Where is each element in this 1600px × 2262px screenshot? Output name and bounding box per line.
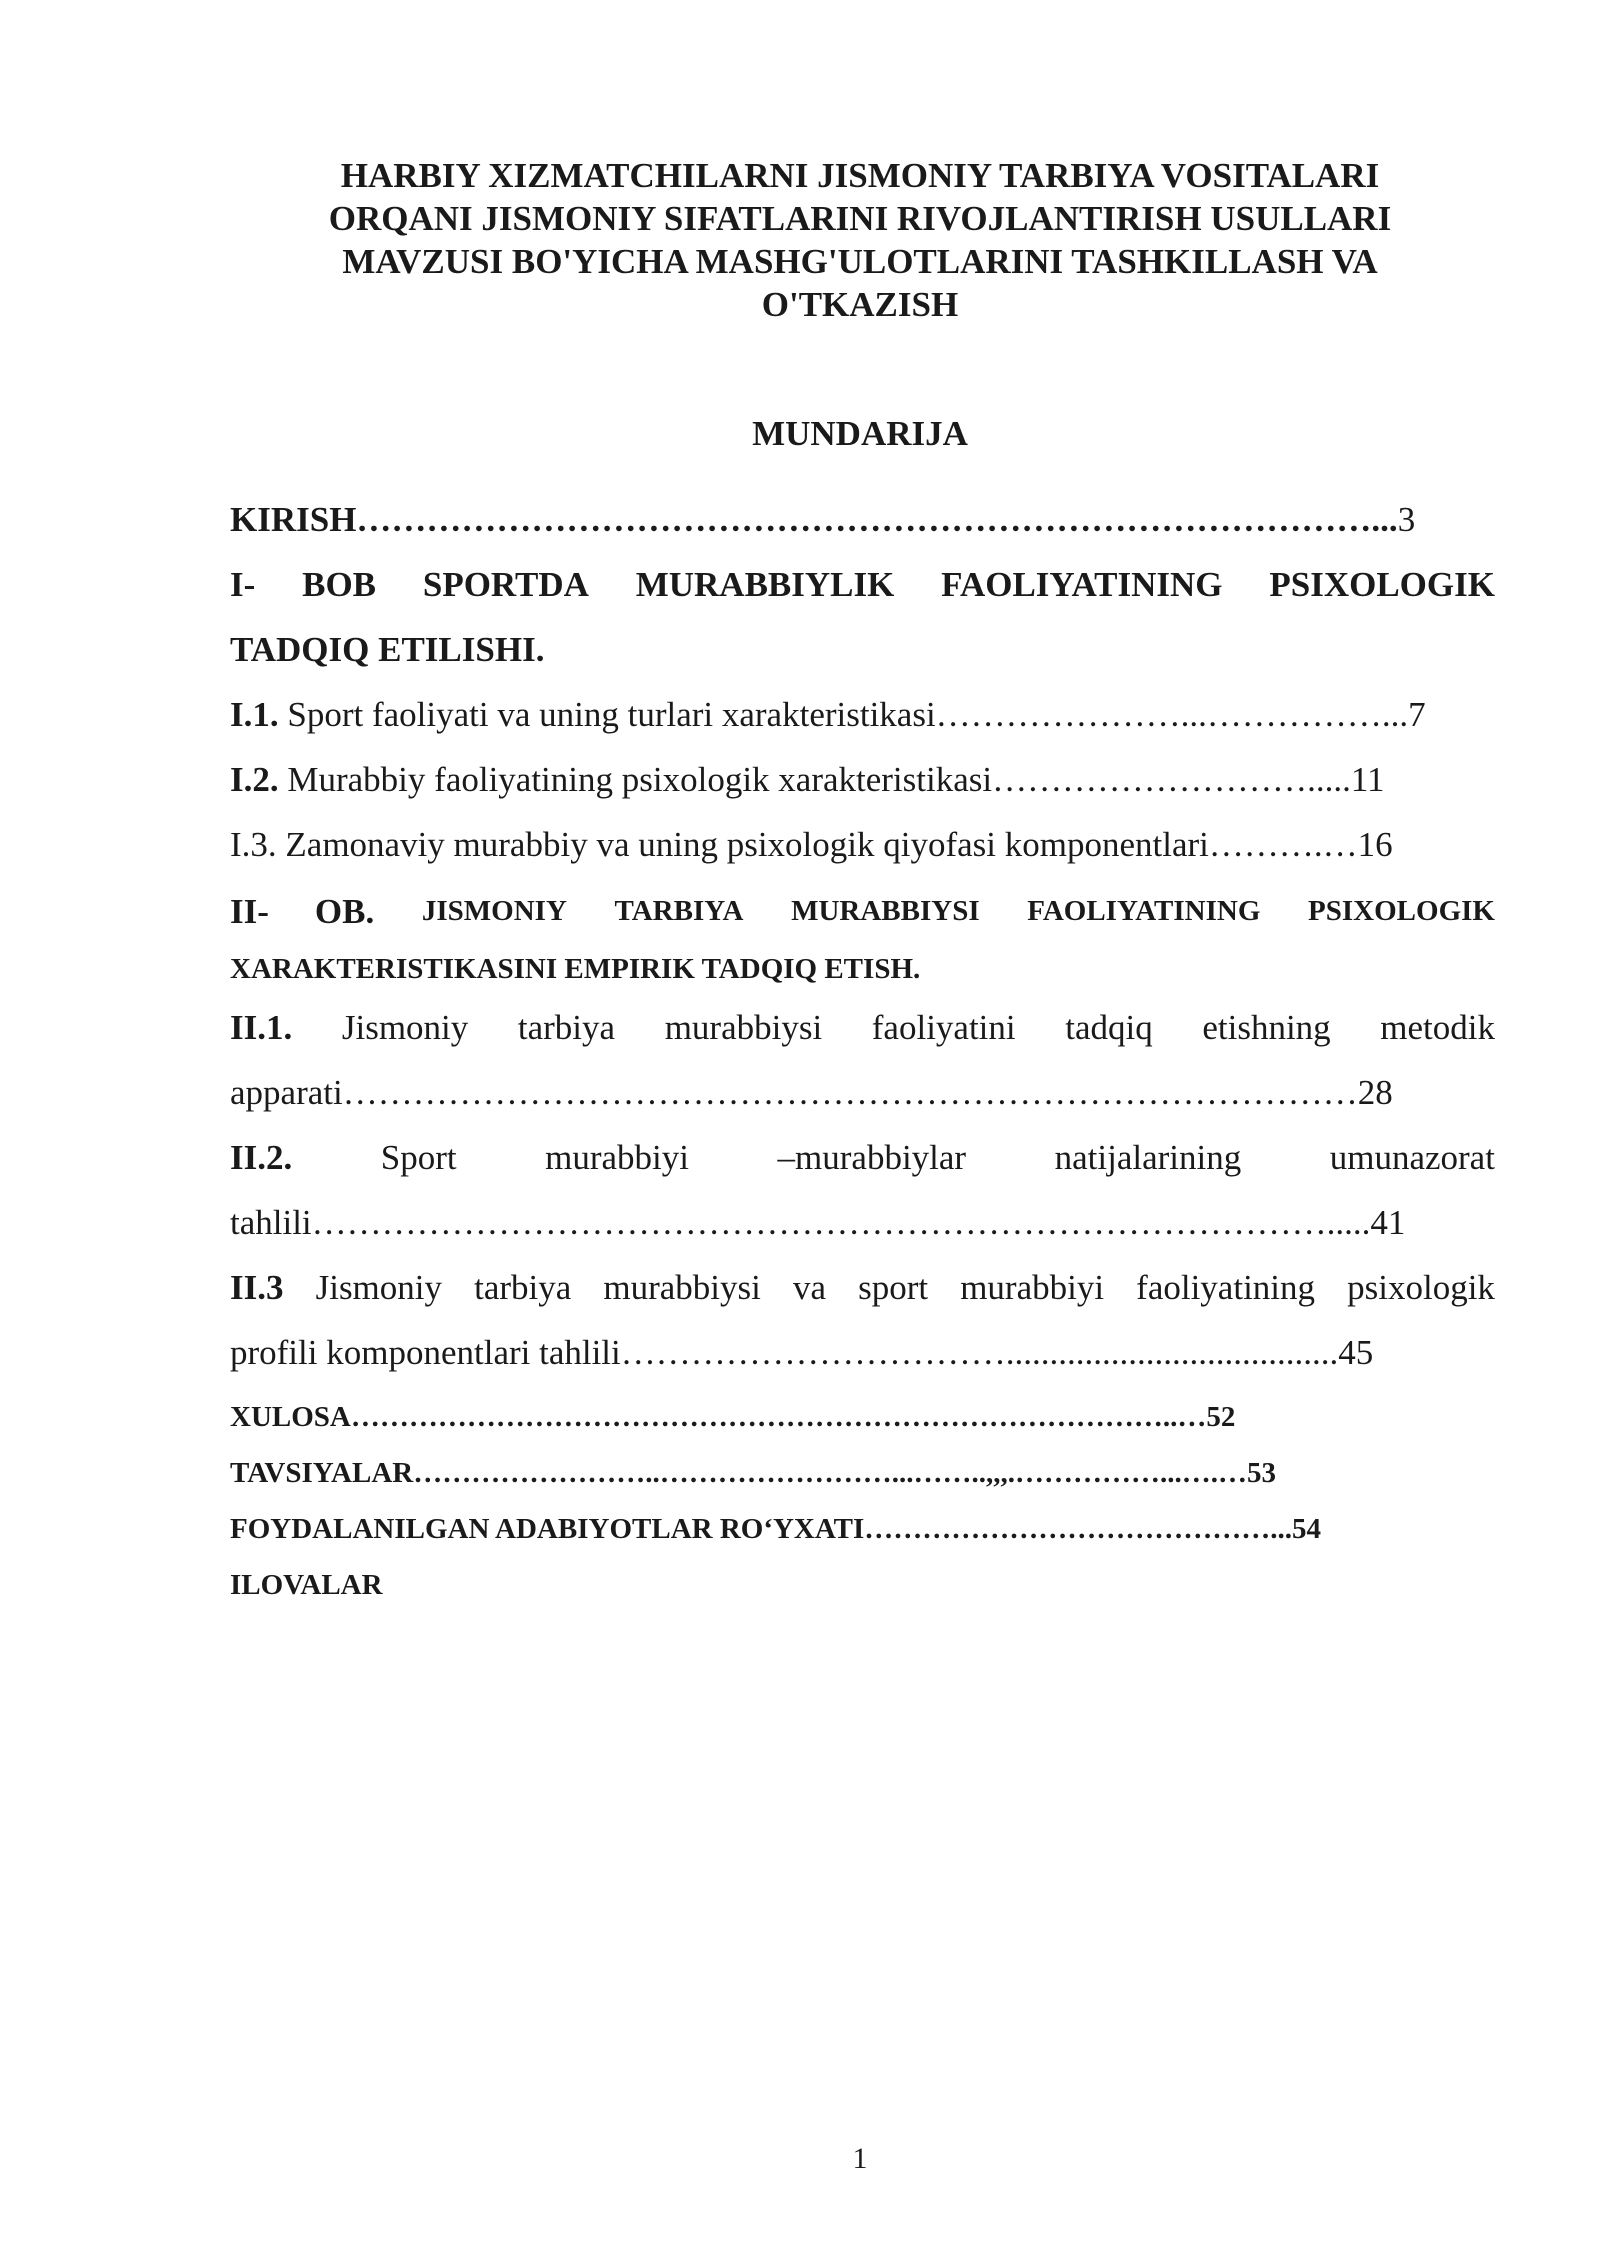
toc-word: OB. <box>314 892 375 931</box>
toc-entry-2-2-line-2: tahlili…………………………………………………………………………….....41 <box>230 1203 1406 1242</box>
toc-entry-1-2 <box>230 758 1495 801</box>
page-number: 1 <box>852 2142 868 2175</box>
toc-word: Jismoniy <box>315 1268 443 1307</box>
toc-word: murabbiyi <box>545 1138 690 1177</box>
toc-entry-tavsiyalar: TAVSIYALAR……………………..……………………...……..,,,.……………...….…53 <box>230 1457 1276 1489</box>
toc-chapter-2-line-1 <box>230 890 1495 933</box>
toc-entry-2-1-line-1 <box>230 1006 1495 1049</box>
toc-word: SPORTDA <box>422 565 589 604</box>
toc-entry-2-3-line-1 <box>230 1266 1495 1309</box>
toc-entry-number: I.2. <box>230 760 279 799</box>
toc-word: natijalarining <box>1054 1138 1242 1177</box>
title-line-3: MAVZUSI BO'YICHA MASHG'ULOTLARINI TASHKILLASH VA <box>342 242 1378 281</box>
toc-word: –murabbiylar <box>777 1138 967 1177</box>
toc-word: umunazorat <box>1329 1138 1495 1177</box>
toc-entry-text: Sport faoliyati va uning turlari xarakteristikasi…………………...……………...7 <box>278 695 1426 734</box>
toc-word: faoliyatining <box>1136 1268 1316 1307</box>
toc-word: tarbiya <box>474 1268 572 1307</box>
toc-entry-number: II.1. <box>230 1008 293 1047</box>
toc-entry-number: II.3 <box>230 1268 284 1307</box>
toc-entry-kirish-page: 3 <box>1397 500 1416 539</box>
toc-entry-number: I.1. <box>230 695 279 734</box>
toc-word: etishning <box>1202 1008 1331 1047</box>
toc-word: psixologik <box>1347 1268 1495 1307</box>
toc-word: I- <box>230 565 256 604</box>
toc-heading: MUNDARIJA <box>752 414 968 453</box>
toc-entry-kirish <box>230 498 1495 541</box>
toc-word: FAOLIYATINING <box>941 565 1223 604</box>
toc-word: FAOLIYATINING <box>1027 895 1261 927</box>
toc-entry-ilovalar: ILOVALAR <box>230 1569 383 1601</box>
toc-word: PSIXOLOGIK <box>1308 895 1495 927</box>
toc-word: va <box>792 1268 827 1307</box>
toc-chapter-1-line-1 <box>230 563 1495 606</box>
toc-chapter-1-line-2: TADQIQ ETILISHI. <box>230 630 545 669</box>
toc-entry-2-2-line-1 <box>230 1136 1495 1179</box>
toc-word: Jismoniy <box>341 1008 469 1047</box>
toc-chapter-2-lead <box>230 890 374 933</box>
toc-word: murabbiysi <box>603 1268 761 1307</box>
toc-word: murabbiysi <box>664 1008 823 1047</box>
toc-word: murabbiyi <box>960 1268 1105 1307</box>
toc-word: tarbiya <box>517 1008 616 1047</box>
title-line-4: O'TKAZISH <box>761 285 959 324</box>
toc-word: metodik <box>1380 1008 1495 1047</box>
toc-entry-text: Murabbiy faoliyatining psixologik xarakteristikasi……………………….....11 <box>278 760 1385 799</box>
toc-word: tadqiq <box>1065 1008 1153 1047</box>
toc-entry-kirish-label: KIRISH……………………………………………………………………………... <box>230 500 1398 539</box>
document-title <box>230 154 1490 326</box>
toc-word: Sport <box>380 1138 457 1177</box>
toc-word: TARBIYA <box>614 895 744 927</box>
toc-word: faoliyatini <box>871 1008 1016 1047</box>
toc-entry-number: II.2. <box>230 1138 293 1177</box>
title-line-1: HARBIY XIZMATCHILARNI JISMONIY TARBIYA VOSITALARI <box>340 156 1380 195</box>
toc-chapter-2-line-2: XARAKTERISTIKASINI EMPIRIK TADQIQ ETISH. <box>230 953 921 985</box>
toc-entry-adabiyotlar: FOYDALANILGAN ADABIYOTLAR RO‘YXATI……………………………………...54 <box>230 1513 1322 1545</box>
toc-word: BOB <box>302 565 377 604</box>
toc-word: II- <box>230 892 269 931</box>
toc-word: PSIXOLOGIK <box>1269 565 1495 604</box>
title-line-2: ORQANI JISMONIY SIFATLARINI RIVOJLANTIRISH USULLARI <box>328 199 1392 238</box>
toc-word: MURABBIYSI <box>791 895 980 927</box>
toc-entry-2-1-line-2: apparati……………………………………………………………………………28 <box>230 1073 1393 1112</box>
toc-entry-1-3: I.3. Zamonaviy murabbiy va uning psixologik qiyofasi komponentlari……….…16 <box>230 825 1393 864</box>
toc-entry-xulosa: XULOSA…………………………………………………………………………..…52 <box>230 1401 1236 1433</box>
toc-word: MURABBIYLIK <box>635 565 895 604</box>
toc-entry-2-3-line-2: profili komponentlari tahlili……………………………......................................45 <box>230 1333 1374 1372</box>
toc-entry-1-1 <box>230 693 1495 736</box>
toc-word: sport <box>858 1268 929 1307</box>
toc-word: JISMONIY <box>421 895 567 927</box>
